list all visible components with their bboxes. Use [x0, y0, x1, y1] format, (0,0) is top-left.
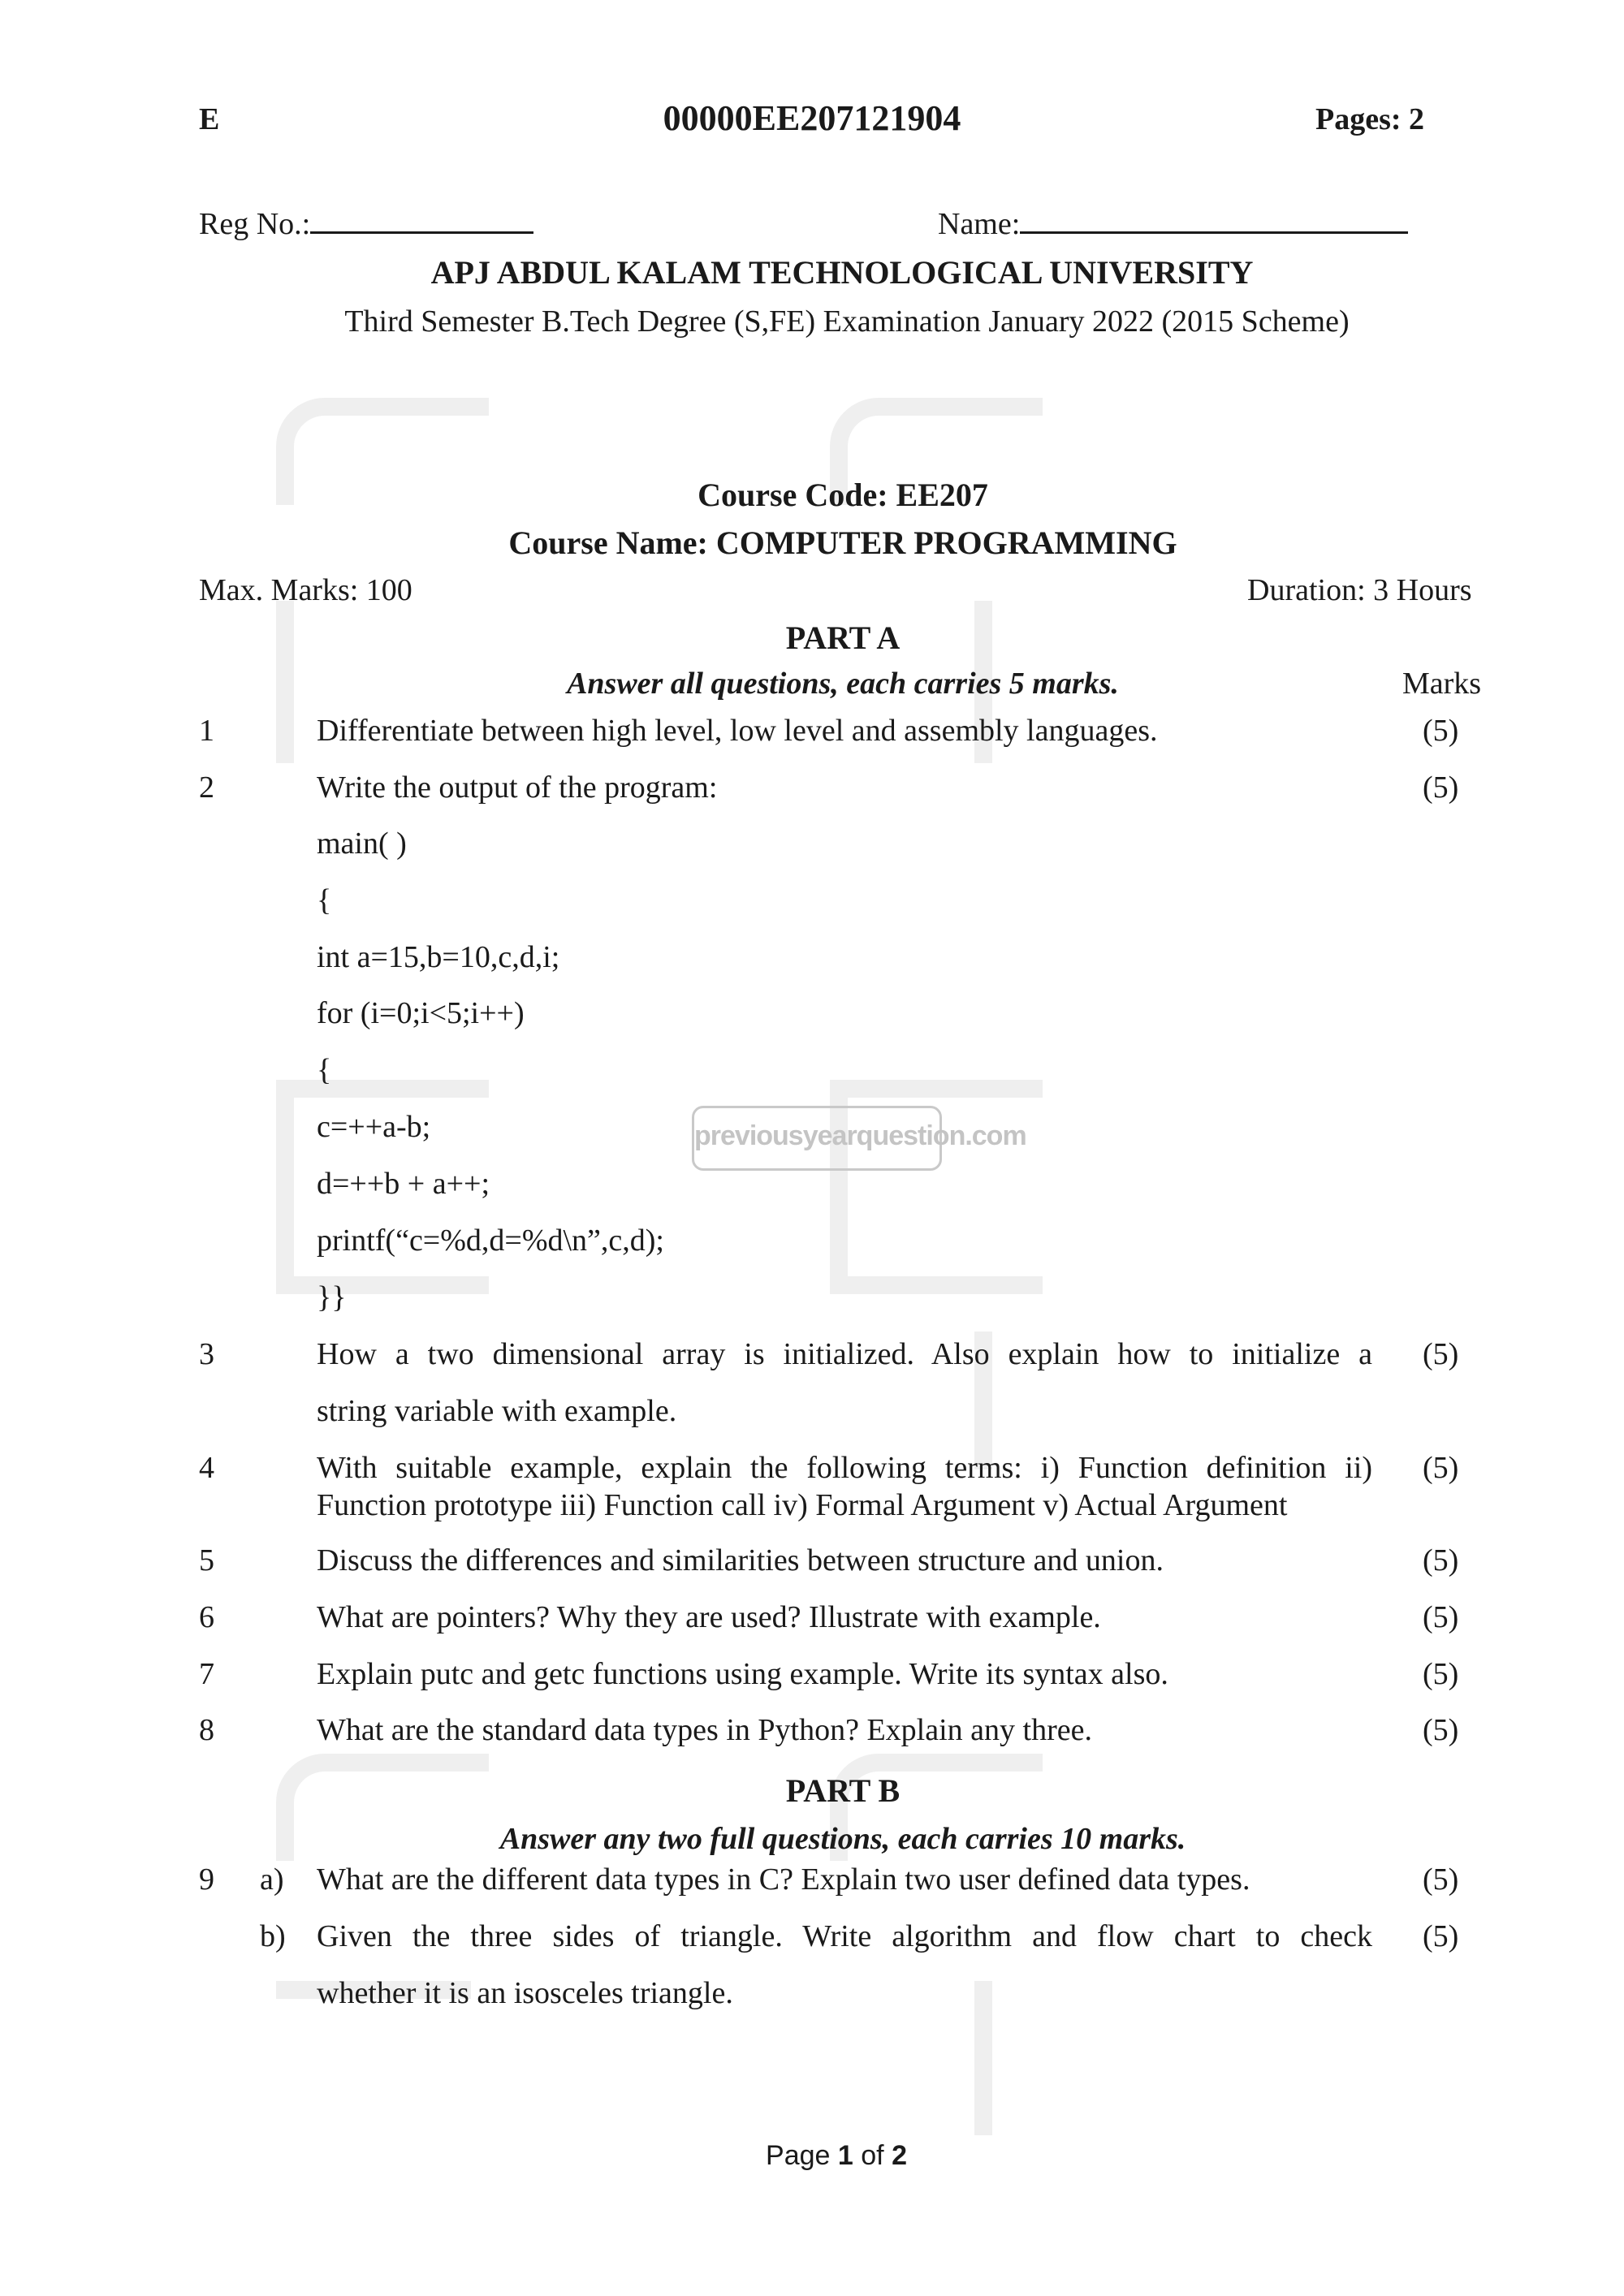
question-text: Discuss the differences and similarities between structure and union. — [317, 1543, 1164, 1577]
marks-header: Marks — [1402, 667, 1482, 701]
question-number: 7 — [199, 1657, 214, 1691]
name-blank — [1020, 207, 1408, 234]
watermark-shape — [974, 1981, 992, 2135]
code-line: c=++a-b; — [317, 1110, 431, 1144]
code-line: { — [317, 1053, 332, 1087]
part-b-title: PART B — [785, 1772, 901, 1809]
question-number: 5 — [199, 1543, 214, 1577]
question-text: What are the different data types in C? Explain two user defined data types. — [317, 1862, 1250, 1897]
question-marks: (5) — [1423, 1600, 1459, 1634]
name-field — [938, 206, 1408, 242]
question-marks: (5) — [1423, 1451, 1459, 1485]
question-text-line: How a two dimensional array is initialized. Also explain how to initialize a — [317, 1337, 1372, 1371]
watermark-stamp: previousyearquestion.com — [692, 1106, 942, 1171]
question-marks: (5) — [1423, 714, 1459, 748]
question-number: 8 — [199, 1713, 214, 1747]
part-b-instruction: Answer any two full questions, each carries 10 marks. — [499, 1822, 1186, 1856]
question-text: What are the standard data types in Python? Explain any three. — [317, 1713, 1092, 1747]
code-line: printf(“c=%d,d=%d\n”,c,d); — [317, 1224, 664, 1258]
exam-title: Third Semester B.Tech Degree (S,FE) Examination January 2022 (2015 Scheme) — [344, 304, 1350, 339]
question-number: 3 — [199, 1337, 214, 1371]
set-letter: E — [199, 102, 220, 136]
question-marks: (5) — [1423, 1713, 1459, 1747]
part-a-title: PART A — [785, 619, 901, 656]
subquestion-label: a) — [260, 1862, 284, 1897]
footer-current-page: 1 — [837, 2140, 853, 2171]
code-line: int a=15,b=10,c,d,i; — [317, 940, 560, 974]
footer-of-word: of — [861, 2140, 884, 2171]
question-marks: (5) — [1423, 1919, 1459, 1953]
page-footer — [24, 2140, 1624, 2172]
question-number: 1 — [199, 714, 214, 748]
university-name: APJ ABDUL KALAM TECHNOLOGICAL UNIVERSITY — [430, 254, 1254, 291]
paper-code: 00000EE207121904 — [663, 98, 961, 138]
footer-page-word: Page — [766, 2140, 831, 2171]
question-text-line: Function prototype iii) Function call iv) Formal Argument v) Actual Argument — [317, 1488, 1288, 1522]
max-marks: Max. Marks: 100 — [199, 573, 412, 607]
duration: Duration: 3 Hours — [1247, 573, 1472, 607]
question-marks: (5) — [1423, 1862, 1459, 1897]
question-number: 9 — [199, 1862, 214, 1897]
code-line: for (i=0;i<5;i++) — [317, 996, 525, 1030]
name-label: Name: — [938, 207, 1021, 241]
question-marks: (5) — [1423, 770, 1459, 805]
question-text-line: whether it is an isosceles triangle. — [317, 1976, 733, 2010]
page-count: Pages: 2 — [1315, 102, 1425, 136]
code-line: }} — [317, 1280, 347, 1314]
reg-no-blank — [310, 207, 533, 234]
footer-total-pages: 2 — [892, 2140, 907, 2171]
question-marks: (5) — [1423, 1543, 1459, 1577]
question-text-line: Given the three sides of triangle. Write algorithm and flow chart to check — [317, 1919, 1372, 1953]
reg-no-field — [199, 206, 533, 242]
question-marks: (5) — [1423, 1337, 1459, 1371]
question-number: 4 — [199, 1451, 214, 1485]
code-line: d=++b + a++; — [317, 1167, 490, 1201]
question-text: Differentiate between high level, low level and assembly languages. — [317, 714, 1158, 748]
question-text-line: string variable with example. — [317, 1394, 677, 1428]
question-text: Explain putc and getc functions using example. Write its syntax also. — [317, 1657, 1168, 1691]
question-number: 6 — [199, 1600, 214, 1634]
question-number: 2 — [199, 770, 214, 805]
reg-no-label: Reg No.: — [199, 207, 311, 241]
code-line: main( ) — [317, 826, 407, 861]
question-text-line: With suitable example, explain the following terms: i) Function definition ii) — [317, 1451, 1372, 1485]
part-a-instruction: Answer all questions, each carries 5 marks. — [567, 667, 1119, 701]
question-marks: (5) — [1423, 1657, 1459, 1691]
question-text: Write the output of the program: — [317, 770, 718, 805]
code-line: { — [317, 883, 332, 917]
question-text: What are pointers? Why they are used? Illustrate with example. — [317, 1600, 1101, 1634]
course-code: Course Code: EE207 — [698, 477, 988, 513]
course-name: Course Name: COMPUTER PROGRAMMING — [508, 524, 1177, 561]
subquestion-label: b) — [260, 1919, 286, 1953]
